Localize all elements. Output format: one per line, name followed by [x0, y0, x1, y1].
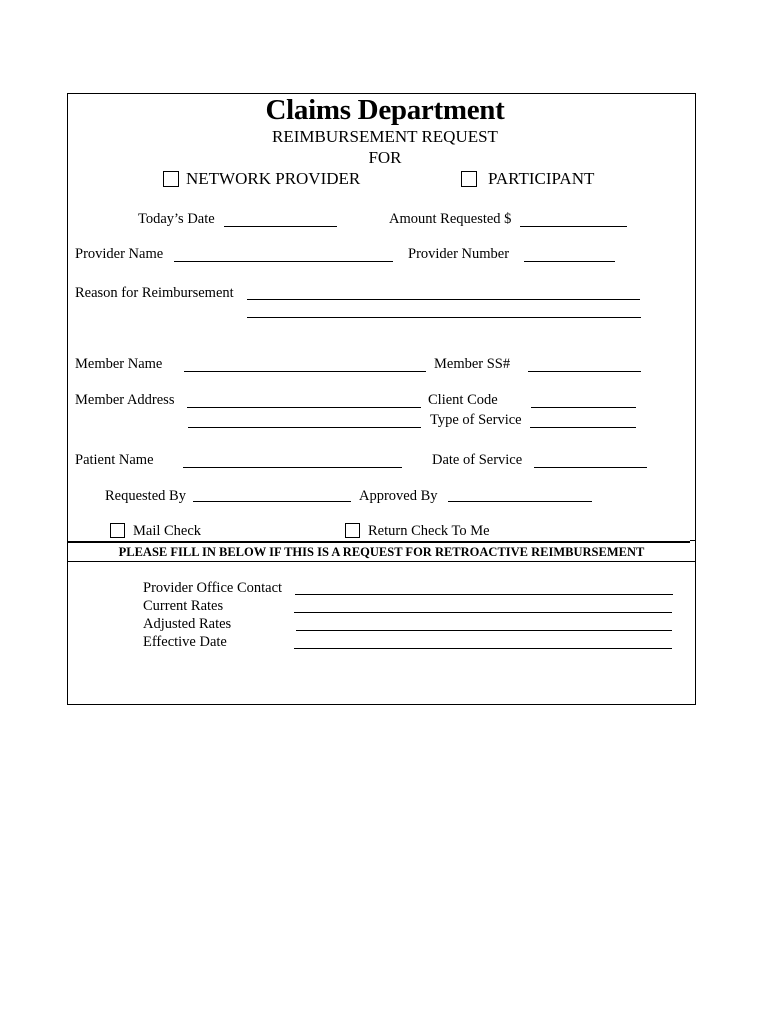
member-address-field-line-1[interactable] [187, 407, 421, 408]
approved-by-field[interactable] [448, 501, 592, 502]
member-name-field[interactable] [184, 371, 426, 372]
mail-check-checkbox[interactable] [110, 523, 125, 538]
current-rates-field[interactable] [294, 612, 672, 613]
patient-name-field[interactable] [183, 467, 402, 468]
network-provider-checkbox[interactable] [163, 171, 179, 187]
retroactive-banner: PLEASE FILL IN BELOW IF THIS IS A REQUEST FOR RETROACTIVE REIMBURSEMENT [118, 545, 645, 559]
provider-name-label: Provider Name [75, 246, 164, 262]
participant-checkbox[interactable] [461, 171, 477, 187]
provider-office-contact-label: Provider Office Contact [143, 580, 283, 596]
todays-date-label: Today’s Date [138, 211, 215, 227]
date-of-service-field[interactable] [534, 467, 647, 468]
adjusted-rates-field[interactable] [296, 630, 672, 631]
member-name-label: Member Name [75, 356, 163, 372]
member-address-label: Member Address [75, 392, 175, 408]
todays-date-field[interactable] [224, 226, 337, 227]
reason-field-line-1[interactable] [247, 299, 640, 300]
current-rates-label: Current Rates [143, 598, 224, 614]
adjusted-rates-label: Adjusted Rates [143, 616, 232, 632]
section-divider-top [68, 541, 690, 543]
approved-by-label: Approved By [359, 488, 438, 504]
participant-label: PARTICIPANT [488, 169, 595, 188]
provider-number-field[interactable] [524, 261, 615, 262]
date-of-service-label: Date of Service [432, 452, 523, 468]
provider-name-field[interactable] [174, 261, 393, 262]
client-code-label: Client Code [428, 392, 498, 408]
type-of-service-field[interactable] [530, 427, 636, 428]
patient-name-label: Patient Name [75, 452, 154, 468]
client-code-field[interactable] [531, 407, 636, 408]
section-divider-tail [690, 540, 696, 541]
form-subtitle: REIMBURSEMENT REQUEST [272, 127, 498, 146]
for-label: FOR [368, 148, 402, 167]
return-check-checkbox[interactable] [345, 523, 360, 538]
effective-date-label: Effective Date [143, 634, 227, 650]
amount-requested-field[interactable] [520, 226, 627, 227]
amount-requested-label: Amount Requested $ [389, 211, 512, 227]
provider-office-contact-field[interactable] [295, 594, 673, 595]
member-ss-label: Member SS# [434, 356, 511, 372]
member-ss-field[interactable] [528, 371, 641, 372]
reason-label: Reason for Reimbursement [75, 285, 234, 301]
network-provider-label: NETWORK PROVIDER [186, 169, 361, 188]
effective-date-field[interactable] [294, 648, 672, 649]
requested-by-field[interactable] [193, 501, 351, 502]
provider-number-label: Provider Number [408, 246, 510, 262]
form-title: Claims Department [265, 94, 505, 126]
type-of-service-label: Type of Service [430, 412, 522, 428]
reason-field-line-2[interactable] [247, 317, 641, 318]
mail-check-label: Mail Check [133, 523, 202, 539]
return-check-label: Return Check To Me [368, 523, 490, 539]
section-divider-bottom [68, 561, 695, 562]
member-address-field-line-2[interactable] [188, 427, 421, 428]
requested-by-label: Requested By [105, 488, 186, 504]
